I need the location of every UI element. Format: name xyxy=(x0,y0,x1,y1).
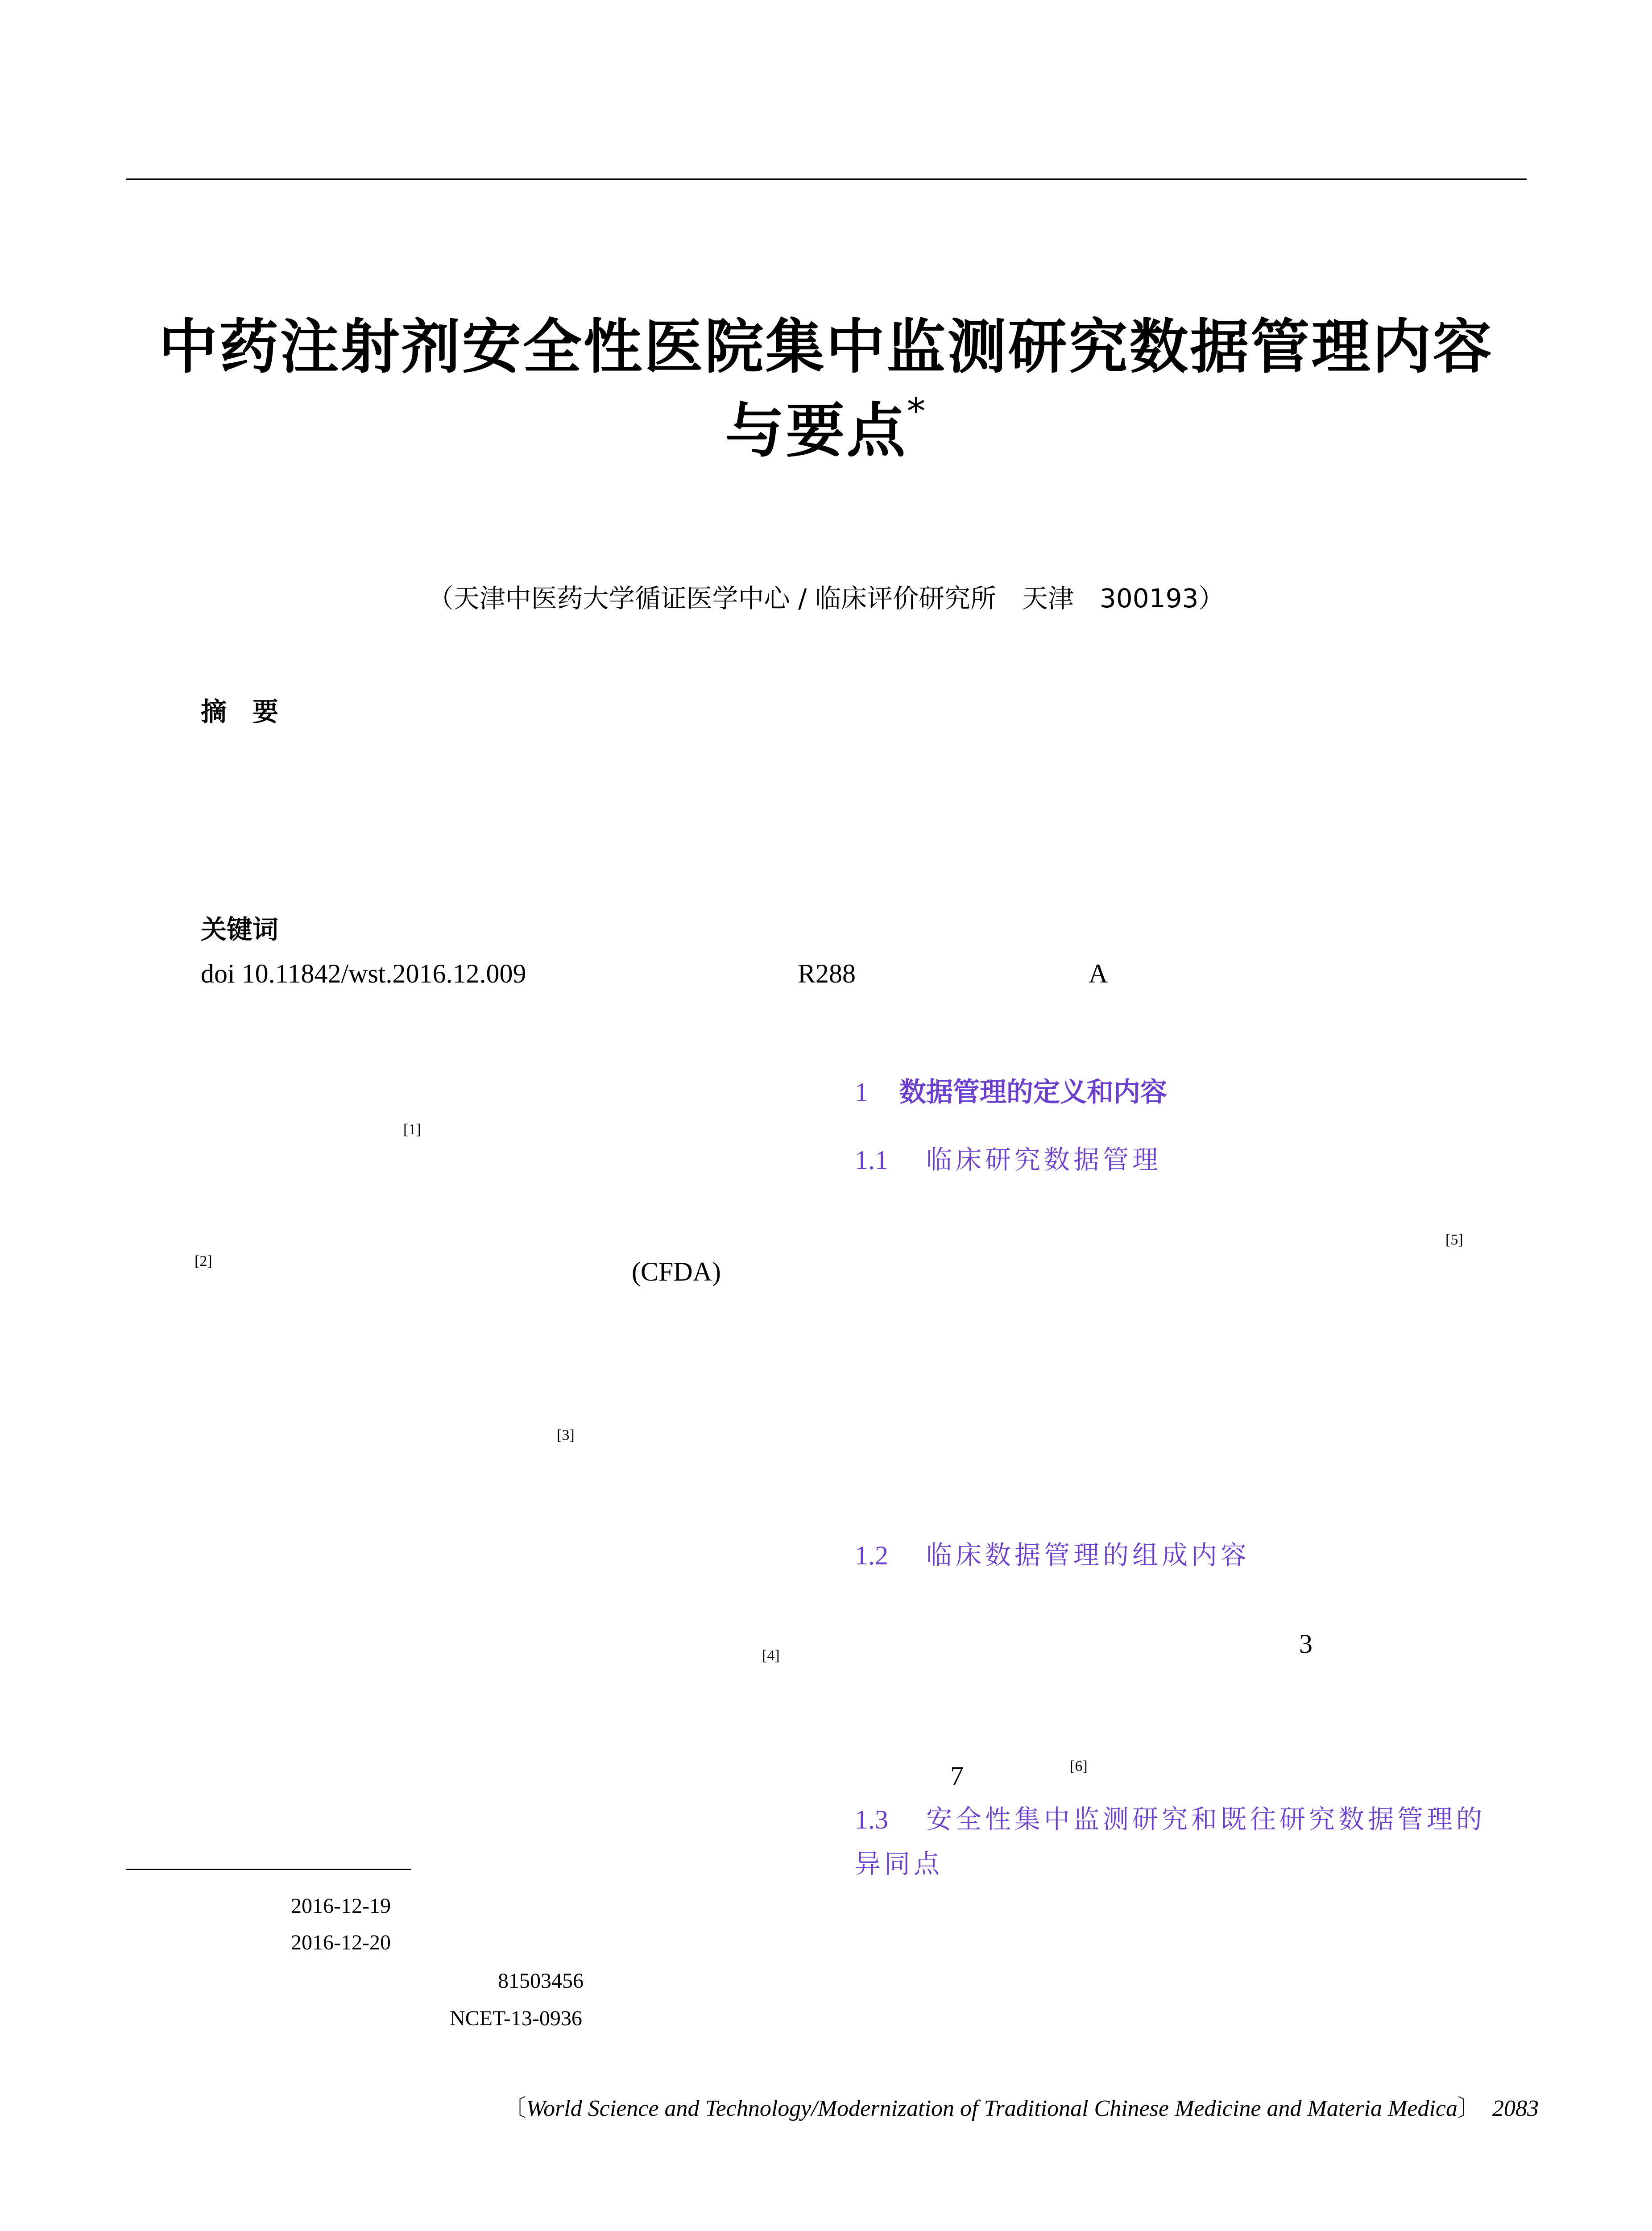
title-footnote-marker: * xyxy=(907,390,927,432)
reference-marker-4: [4] xyxy=(762,1647,780,1664)
journal-footer xyxy=(503,2097,1539,2120)
section-1-number: 1 xyxy=(855,1078,868,1107)
section-1-1-number: 1.1 xyxy=(855,1145,888,1175)
paper-title-line-1 xyxy=(0,312,1652,382)
reference-marker-1: [1] xyxy=(403,1121,421,1138)
grant-number-2: NCET-13-0936 xyxy=(450,2007,582,2030)
grant-number-1: 81503456 xyxy=(498,1969,584,1993)
section-1-3-number: 1.3 xyxy=(855,1805,888,1834)
cfda-text: (CFDA) xyxy=(632,1257,721,1286)
reference-marker-2: [2] xyxy=(195,1253,212,1269)
section-1-3-title-line-2: 异同点 xyxy=(855,1849,944,1879)
reference-marker-5: [5] xyxy=(1445,1232,1463,1248)
document-code: A xyxy=(1089,959,1108,988)
author-affiliation: （天津中医药大学循证医学中心 / 临床评价研究所 天津 300193） xyxy=(427,583,1225,614)
header-rule xyxy=(126,178,1527,180)
paper-title-line-2 xyxy=(0,390,1652,465)
reference-marker-6: [6] xyxy=(1070,1758,1088,1775)
doi-text: doi 10.11842/wst.2016.12.009 xyxy=(201,959,526,988)
footnote-rule xyxy=(126,1869,411,1870)
section-1-title: 数据管理的定义和内容 xyxy=(899,1077,1167,1108)
keywords-label: 关键词 xyxy=(201,914,279,945)
section-1-1-title: 临床研究数据管理 xyxy=(926,1145,1162,1175)
footer-page-number: 2083 xyxy=(1492,2096,1539,2121)
paper-title-text-2: 与要点 xyxy=(725,396,907,465)
abstract-label: 摘 要 xyxy=(201,697,279,727)
inline-number-seven: 7 xyxy=(950,1761,964,1791)
section-1-2-title: 临床数据管理的组成内容 xyxy=(926,1540,1250,1570)
footer-journal-name: World Science and Technology/Modernization of Traditional Chinese Medicine and Materia Medica xyxy=(526,2096,1457,2121)
footer-open-bracket: 〔 xyxy=(503,2096,526,2121)
revised-date: 2016-12-20 xyxy=(291,1931,391,1954)
section-1-3-title-line-1: 安全性集中监测研究和既往研究数据管理的 xyxy=(926,1804,1486,1834)
footer-close-bracket: 〕 xyxy=(1457,2096,1481,2121)
inline-number-three: 3 xyxy=(1299,1629,1312,1659)
paper-title-text-1: 中药注射剂安全性医院集中监测研究数据管理内容 xyxy=(158,312,1494,382)
clc-number: R288 xyxy=(798,959,856,988)
reference-marker-3: [3] xyxy=(557,1427,575,1443)
section-1-2-number: 1.2 xyxy=(855,1541,888,1570)
received-date: 2016-12-19 xyxy=(291,1894,391,1918)
